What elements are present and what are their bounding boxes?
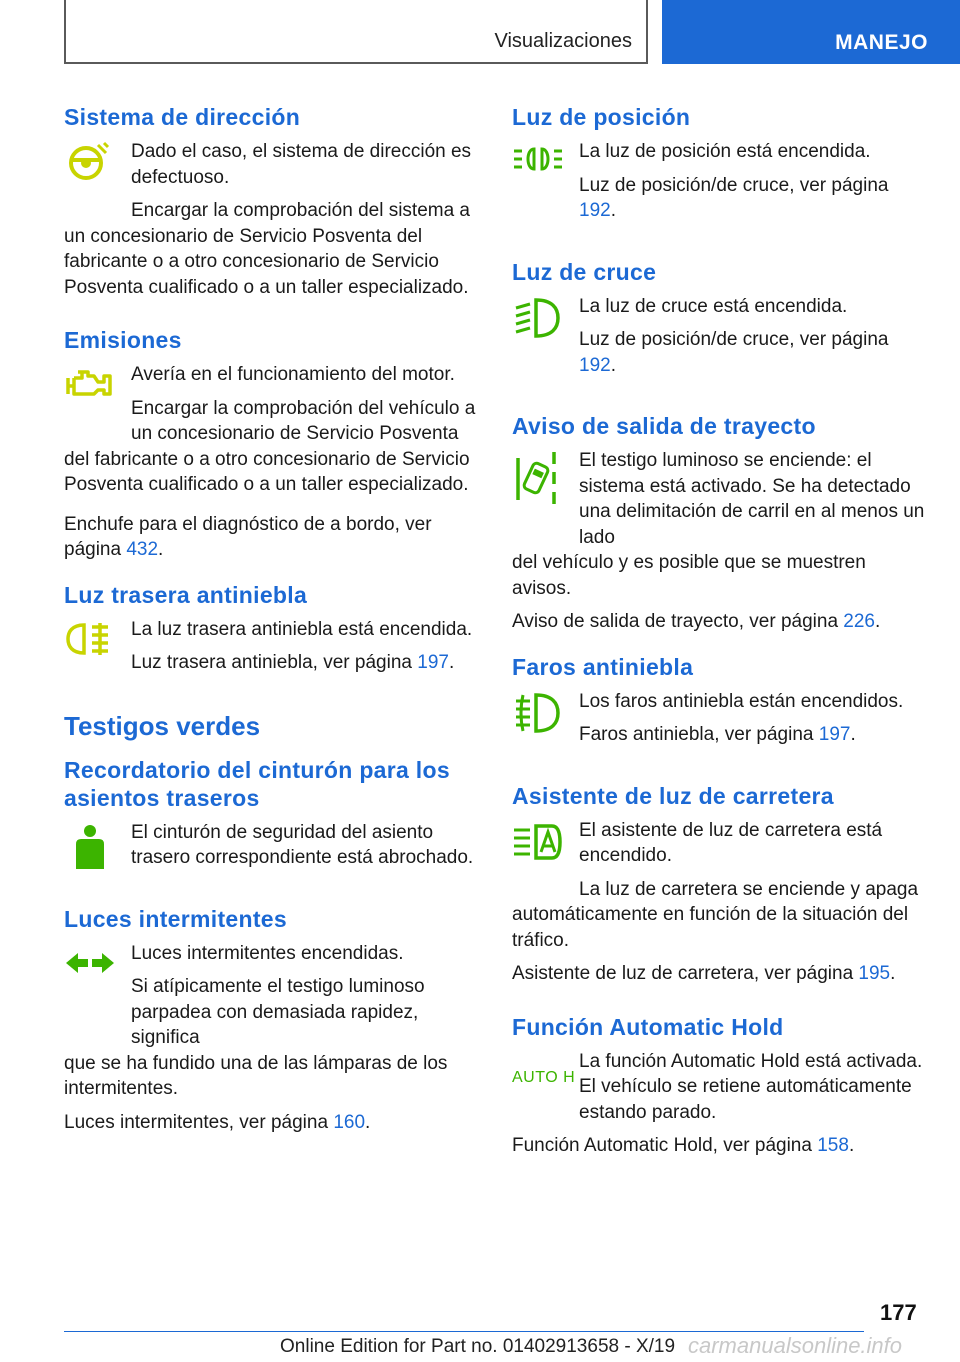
position-page-link[interactable]: 192 — [579, 200, 611, 221]
section-automatic-hold: Función Automatic Hold AUTO H La función Automatic Hold está activada. El vehículo se retiene automáticamente estando parado. Función Automatic Hold, ver página 158. — [512, 1013, 928, 1159]
lane-p1b: del vehículo y es posible que se muestren avisos. — [512, 552, 866, 599]
turn-page-link[interactable]: 160 — [333, 1111, 366, 1133]
emissions-page-link[interactable]: 432 — [126, 539, 159, 560]
footer-edition: Online Edition for Part no. 01402913658 - X/19 — [280, 1336, 676, 1357]
section-emissions: Emisiones Avería en el funcionamiento del motor. Encargar la comprobación del vehículo a un concesionario de Servicio Posventa del fabricante o a otro concesionario de Servicio Posventa cualificado o a un taller especializado. Enchufe para el diagnóstico de a bordo, ver página 432. — [64, 327, 476, 560]
emissions-p1: Avería en el funcionamiento del motor. — [131, 364, 455, 385]
high-beam-p2b: automáticamente en función de la situación del tráfico. — [512, 904, 909, 951]
section-fog-lights: Faros antiniebla Los faros antiniebla están encendidos. Faros antiniebla, ver página 197. — [512, 653, 928, 756]
hold-p1: La función Automatic Hold está activada. El vehículo se retiene automáticamente estando parado. — [579, 1050, 923, 1123]
heading-low-beam: Luz de cruce — [512, 258, 657, 285]
heading-emissions: Emisiones — [64, 327, 182, 353]
section-high-beam-assist: Asistente de luz de carretera El asistente de luz de carretera está encendido. La luz de carretera se enciende y apaga automáticamente en función de la situación del tráfico. Asistente de luz de carretera, ver página 195. — [512, 782, 928, 987]
section-low-beam: Luz de cruce La luz de cruce está encendida. Luz de posición/de cruce, ver página 192. — [512, 258, 928, 387]
emissions-p2a: Encargar la comprobación del vehículo a un concesionario de Servicio Posventa — [131, 397, 476, 444]
high-beam-p2a: La luz de carretera se enciende y apaga — [579, 878, 919, 900]
low-beam-p1: La luz de cruce está encendida. — [579, 295, 848, 317]
heading-lane-departure: Aviso de salida de trayecto — [512, 413, 816, 439]
section-lane-departure: Aviso de salida de trayecto El testigo luminoso se enciende: el sistema está activado. Se ha detectado una delimitación de carril en al menos un lado del vehículo y es posible que se muestren avisos. Aviso de salida de trayecto, ver página 226. — [512, 412, 928, 635]
section-steering — [64, 103, 476, 300]
low-beam-icon — [512, 294, 579, 350]
heading-automatic-hold: Función Automatic Hold — [512, 1013, 784, 1040]
section-turn-signals: Luces intermitentes Luces intermitentes encendidas. Si atípicamente el testigo luminoso parpadea con demasiada rapidez, significa que se ha fundido una de las lámparas de los intermitentes. Luces intermitentes, ver página 160. — [64, 905, 476, 1136]
left-column — [64, 103, 476, 1161]
emissions-p3: Enchufe para el diagnóstico de a bordo, ver página — [64, 513, 432, 560]
footer-rule — [64, 1331, 864, 1332]
lane-p1a: El testigo luminoso se enciende: el sistema está activado. Se ha detectado una delimitación de carril en al menos un lado — [579, 450, 925, 548]
engine-check-icon — [64, 362, 131, 418]
header-section-box — [64, 0, 648, 64]
heading-rear-fog: Luz trasera antiniebla — [64, 581, 308, 608]
header-chapter-tab[interactable] — [662, 0, 960, 64]
steering-p1: Dado el caso, el sistema de dirección es defectuoso. — [131, 141, 472, 188]
heading-seatbelt: Recordatorio del cinturón para los asientos traseros — [64, 756, 450, 811]
emissions-p2b: del fabricante o a otro concesionario de Servicio Posventa cualificado o a un taller especializado. — [64, 448, 470, 495]
page-number: 177 — [880, 1300, 917, 1325]
heading-steering: Sistema de dirección — [64, 104, 301, 130]
heading-high-beam-assist: Asistente de luz de carretera — [512, 782, 834, 809]
hold-p2: Función Automatic Hold, ver página — [512, 1135, 812, 1156]
rear-fog-p2: Luz trasera antiniebla, ver página — [131, 652, 412, 673]
position-p2: Luz de posición/de cruce, ver página — [579, 174, 889, 196]
fog-p2: Faros antiniebla, ver página — [579, 724, 814, 745]
lane-departure-icon — [512, 448, 579, 508]
auto-hold-icon-text: AUTO H — [512, 1068, 576, 1086]
lane-p2: Aviso de salida de trayecto, ver página — [512, 611, 839, 632]
turn-signal-icon — [64, 941, 131, 997]
watermark: carmanualsonline.info — [688, 1333, 903, 1358]
fog-light-icon — [512, 689, 579, 745]
low-beam-page-link[interactable]: 192 — [579, 354, 611, 376]
heading-position-light: Luz de posición — [512, 104, 691, 130]
turn-p1: Luces intermitentes encendidas. — [131, 942, 404, 964]
section-position-light: Luz de posición La luz de posición está encendida. Luz de posición/de cruce, ver página 192. — [512, 103, 928, 232]
position-light-icon — [512, 139, 579, 195]
low-beam-p2: Luz de posición/de cruce, ver página — [579, 329, 889, 350]
seatbelt-rear-icon — [64, 820, 131, 876]
turn-p3: Luces intermitentes, ver página — [64, 1111, 329, 1133]
auto-hold-icon — [512, 1049, 579, 1105]
rear-fog-p1: La luz trasera antiniebla está encendida. — [131, 618, 473, 640]
steering-p2b: un concesionario de Servicio Posventa del fabricante o a otro concesionario de Servicio Posventa cualificado o a un taller especializado. — [64, 225, 469, 298]
heading-fog-lights: Faros antiniebla — [512, 653, 694, 680]
right-column — [512, 103, 928, 1185]
section-seatbelt — [64, 756, 476, 879]
high-beam-p3: Asistente de luz de carretera, ver página — [512, 963, 854, 984]
rear-fog-light-icon — [64, 617, 131, 673]
turn-p2a: Si atípicamente el testigo luminoso parpadea con demasiada rapidez, significa — [131, 976, 425, 1048]
heading-turn-signals: Luces intermitentes — [64, 905, 287, 932]
high-beam-p1: El asistente de luz de carretera está encendido. — [579, 819, 883, 866]
rear-fog-page-link[interactable]: 197 — [417, 652, 449, 673]
steering-p2a: Encargar la comprobación del sistema a — [131, 200, 471, 221]
high-beam-assist-icon — [512, 818, 579, 874]
fog-page-link[interactable]: 197 — [818, 724, 851, 745]
fog-p1: Los faros antiniebla están encendidos. — [579, 690, 904, 712]
heading-green-indicators: Testigos verdes — [64, 710, 261, 741]
steering-warning-icon — [64, 139, 131, 195]
hold-page-link[interactable]: 158 — [817, 1135, 849, 1156]
position-p1: La luz de posición está encendida. — [579, 141, 871, 162]
turn-p2b: que se ha fundido una de las lámparas de los intermitentes. — [64, 1052, 448, 1099]
seatbelt-p1: El cinturón de seguridad del asiento trasero correspondiente está abrochado. — [131, 821, 474, 868]
section-rear-fog: Luz trasera antiniebla La luz trasera antiniebla está encendida. Luz trasera antiniebla, ver página 197. — [64, 581, 476, 684]
header-chapter-label: MANEJO — [835, 31, 928, 54]
lane-page-link[interactable]: 226 — [843, 611, 875, 632]
high-beam-page-link[interactable]: 195 — [858, 963, 891, 984]
header-section-title: Visualizaciones — [494, 30, 632, 52]
